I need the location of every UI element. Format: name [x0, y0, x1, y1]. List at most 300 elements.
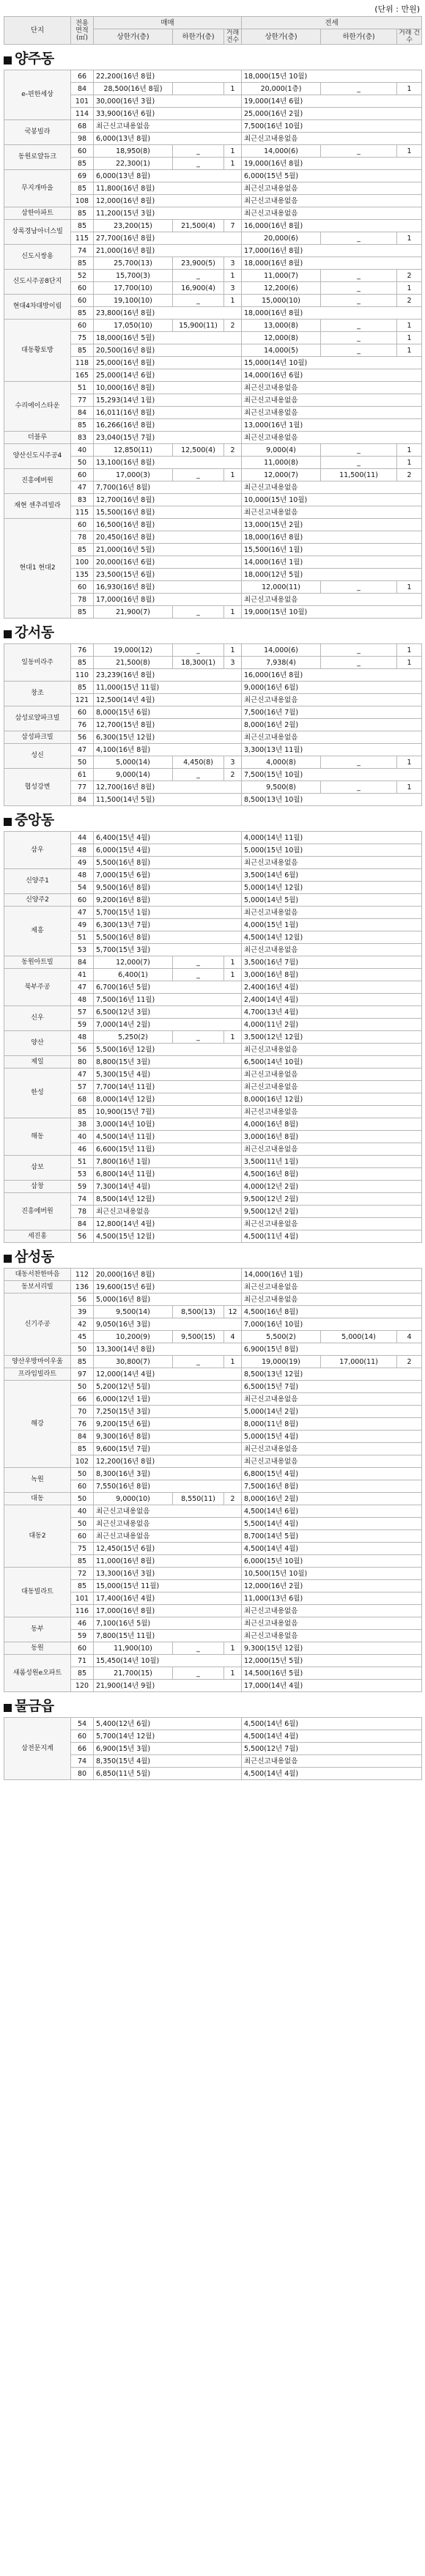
area-cell: 54 — [71, 1718, 94, 1730]
sale-count-cell: 1 — [224, 1031, 242, 1044]
sale-upper-cell: 9,050(16년 3월) — [94, 1318, 242, 1331]
table-row — [4, 1356, 422, 1368]
sale-upper-cell: 6,000(12년 1월) — [94, 1393, 242, 1406]
sale-count-cell: 3 — [224, 756, 242, 769]
jeonse-lower-cell: _ — [321, 657, 397, 669]
complex-name: 양산 — [4, 1031, 71, 1056]
jeonse-upper-cell: 최근신고내용없음 — [242, 1443, 422, 1455]
jeonse-upper-cell: 14,500(16년 5월) — [242, 1667, 422, 1680]
jeonse-upper-cell: 최근신고내용없음 — [242, 1044, 422, 1056]
complex-name: 대동빌라트 — [4, 1568, 71, 1617]
jeonse-upper-cell: 15,000(14년 10월) — [242, 357, 422, 369]
section-title: 중앙동 — [15, 812, 54, 828]
sale-upper-cell: 6,500(12년 3월) — [94, 1006, 242, 1019]
jeonse-upper-cell: 12,000(15년 5월) — [242, 1655, 422, 1667]
sale-count-cell: 1 — [224, 1667, 242, 1680]
sale-lower-cell: 15,900(11) — [173, 320, 224, 332]
complex-name: 신기주공 — [4, 1293, 71, 1356]
jeonse-upper-cell: 25,000(16년 2월) — [242, 108, 422, 120]
area-cell: 100 — [71, 556, 94, 569]
sale-upper-cell: 5,400(12년 6월) — [94, 1718, 242, 1730]
area-cell: 51 — [71, 382, 94, 394]
sale-upper-cell: 6,000(13년 8월) — [94, 170, 242, 182]
jeonse-upper-cell: 8,500(13년 12월) — [242, 1368, 422, 1381]
square-bullet-icon — [4, 630, 12, 638]
area-cell: 49 — [71, 919, 94, 931]
sale-count-cell: 1 — [224, 83, 242, 95]
sale-count-cell: 2 — [224, 444, 242, 457]
price-table — [4, 831, 422, 1243]
area-cell: 77 — [71, 394, 94, 407]
sale-count-cell: 3 — [224, 257, 242, 270]
table-row — [4, 469, 422, 481]
sale-upper-cell: 11,500(14년 5월) — [94, 794, 242, 806]
jeonse-upper-cell: 16,000(16년 8월) — [242, 669, 422, 682]
sale-upper-cell: 28,500(16년 8월) — [94, 83, 173, 95]
sale-upper-cell: 6,300(15년 12월) — [94, 731, 242, 744]
area-cell: 85 — [71, 257, 94, 270]
area-cell: 50 — [71, 756, 94, 769]
jeonse-lower-cell: _ — [321, 444, 397, 457]
area-cell: 57 — [71, 1006, 94, 1019]
sale-upper-cell: 17,000(16년 8월) — [94, 1605, 242, 1617]
jeonse-upper-cell: 9,300(15년 12월) — [242, 1642, 422, 1655]
jeonse-upper-cell: 17,000(14년 4월) — [242, 1680, 422, 1692]
complex-name: 동원로얄듀크 — [4, 145, 71, 170]
jeonse-upper-cell: 4,700(13년 4월) — [242, 1006, 422, 1019]
jeonse-count-cell: 1 — [397, 332, 422, 344]
table-row — [4, 682, 422, 694]
area-cell: 50 — [71, 1468, 94, 1480]
jeonse-count-cell: 2 — [397, 270, 422, 282]
area-cell: 60 — [71, 1530, 94, 1543]
area-cell: 77 — [71, 781, 94, 794]
sale-lower-cell: _ — [173, 270, 224, 282]
area-cell: 72 — [71, 1568, 94, 1580]
jeonse-upper-cell: 4,500(14년 4월) — [242, 1730, 422, 1743]
sale-upper-cell: 12,700(15년 8월) — [94, 719, 242, 731]
sale-upper-cell: 최근신고내용없음 — [94, 1206, 242, 1218]
jeonse-upper-cell: 18,000(16년 8월) — [242, 307, 422, 320]
sale-upper-cell: 6,000(15년 4월) — [94, 844, 242, 857]
area-cell: 47 — [71, 907, 94, 919]
complex-name: 신도시쌍용 — [4, 245, 71, 270]
sale-upper-cell: 5,000(16년 8월) — [94, 1293, 242, 1306]
table-row — [4, 444, 422, 457]
sale-lower-cell: _ — [173, 956, 224, 969]
sale-upper-cell: 6,600(15년 11월) — [94, 1143, 242, 1156]
area-cell: 101 — [71, 1593, 94, 1605]
area-cell: 40 — [71, 1131, 94, 1143]
section-header — [4, 1243, 421, 1268]
sale-lower-cell: 8,550(11) — [173, 1493, 224, 1505]
sale-upper-cell: 20,000(16년 6월) — [94, 556, 242, 569]
jeonse-upper-cell: 4,500(14년 6월) — [242, 1718, 422, 1730]
area-cell: 50 — [71, 1381, 94, 1393]
sale-upper-cell: 20,450(16년 8월) — [94, 531, 242, 544]
area-cell: 85 — [71, 682, 94, 694]
jeonse-upper-cell: 14,000(16년 6월) — [242, 369, 422, 382]
area-cell: 84 — [71, 794, 94, 806]
jeonse-upper-cell: 6,500(14년 10월) — [242, 1056, 422, 1069]
jeonse-lower-cell: 5,000(14) — [321, 1331, 397, 1343]
area-cell: 60 — [71, 1730, 94, 1743]
complex-name: 삼한아파트 — [4, 207, 71, 220]
area-cell: 59 — [71, 1019, 94, 1031]
jeonse-upper-cell: 8,000(11년 8월) — [242, 1418, 422, 1431]
area-cell: 49 — [71, 857, 94, 869]
sale-upper-cell: 18,000(16년 5월) — [94, 332, 242, 344]
jeonse-upper-cell: 8,000(16년 2월) — [242, 1493, 422, 1505]
area-cell: 85 — [71, 657, 94, 669]
area-cell: 98 — [71, 133, 94, 145]
sale-upper-cell: 10,200(9) — [94, 1331, 173, 1343]
jeonse-upper-cell: 14,000(6) — [242, 145, 321, 158]
area-cell: 115 — [71, 232, 94, 245]
jeonse-upper-cell: 9,000(4) — [242, 444, 321, 457]
jeonse-upper-cell: 최근신고내용없음 — [242, 182, 422, 195]
sale-upper-cell: 25,000(14년 6월) — [94, 369, 242, 382]
table-row — [4, 1568, 422, 1580]
sale-upper-cell: 8,300(16년 3월) — [94, 1468, 242, 1480]
area-cell: 50 — [71, 1518, 94, 1530]
section-title: 삼성동 — [15, 1249, 54, 1265]
sale-upper-cell: 8,800(15년 3월) — [94, 1056, 242, 1069]
sale-upper-cell: 7,500(16년 11월) — [94, 994, 242, 1006]
sale-upper-cell: 3,000(14년 10월) — [94, 1118, 242, 1131]
area-cell: 60 — [71, 469, 94, 481]
jeonse-count-cell: 1 — [397, 320, 422, 332]
sale-upper-cell: 12,000(14년 4월) — [94, 1368, 242, 1381]
complex-name: 삼전문지계 — [4, 1718, 71, 1780]
table-row — [4, 519, 422, 531]
jeonse-count-cell: 1 — [397, 282, 422, 295]
area-cell: 116 — [71, 1605, 94, 1617]
complex-name: 신우 — [4, 1006, 71, 1031]
table-row — [4, 1156, 422, 1168]
sale-upper-cell: 11,000(16년 8월) — [94, 1555, 242, 1568]
table-row — [4, 1642, 422, 1655]
area-cell: 80 — [71, 1056, 94, 1069]
area-cell: 74 — [71, 245, 94, 257]
area-cell: 48 — [71, 1031, 94, 1044]
area-cell: 85 — [71, 606, 94, 619]
sale-upper-cell: 12,200(16년 8월) — [94, 1455, 242, 1468]
jeonse-upper-cell: 7,500(15년 10월) — [242, 769, 422, 781]
area-cell: 40 — [71, 444, 94, 457]
area-cell: 84 — [71, 1218, 94, 1230]
jeonse-upper-cell: 4,000(8) — [242, 756, 321, 769]
sale-lower-cell: 16,900(4) — [173, 282, 224, 295]
jeonse-lower-cell: _ — [321, 270, 397, 282]
table-row — [4, 1493, 422, 1505]
area-cell: 85 — [71, 1356, 94, 1368]
table-row — [4, 869, 422, 882]
sale-upper-cell: 17,000(16년 8월) — [94, 594, 242, 606]
complex-name: 삼우 — [4, 832, 71, 869]
area-cell: 56 — [71, 1293, 94, 1306]
jeonse-upper-cell: 6,900(15년 8월) — [242, 1343, 422, 1356]
sale-upper-cell: 22,300(1) — [94, 158, 173, 170]
complex-name: 북부주공 — [4, 969, 71, 1006]
jeonse-upper-cell: 최근신고내용없음 — [242, 1069, 422, 1081]
sale-lower-cell: _ — [173, 1667, 224, 1680]
complex-name: 삼성파크빌 — [4, 731, 71, 744]
sale-upper-cell: 23,040(15년 7월) — [94, 432, 242, 444]
complex-name: 동원 — [4, 1642, 71, 1655]
sale-upper-cell: 9,000(10) — [94, 1493, 173, 1505]
area-cell: 47 — [71, 981, 94, 994]
jeonse-lower-cell: _ — [321, 756, 397, 769]
area-cell: 60 — [71, 706, 94, 719]
price-table — [4, 643, 422, 806]
complex-name: 동보서리빌 — [4, 1281, 71, 1293]
area-cell: 75 — [71, 1543, 94, 1555]
jeonse-upper-cell: 3,500(14년 6월) — [242, 869, 422, 882]
table-row — [4, 956, 422, 969]
sale-count-cell: 1 — [224, 469, 242, 481]
sale-upper-cell: 21,900(7) — [94, 606, 173, 619]
sale-lower-cell: _ — [173, 158, 224, 170]
jeonse-lower-cell: _ — [321, 781, 397, 794]
sale-count-cell: 1 — [224, 158, 242, 170]
area-cell: 59 — [71, 1181, 94, 1193]
sale-upper-cell: 9,200(16년 8월) — [94, 894, 242, 907]
area-cell: 112 — [71, 1269, 94, 1281]
sale-upper-cell: 5,250(2) — [94, 1031, 173, 1044]
sale-count-cell: 1 — [224, 956, 242, 969]
sale-upper-cell: 5,500(16년 8월) — [94, 857, 242, 869]
sale-upper-cell: 5,700(15년 3월) — [94, 944, 242, 956]
table-row — [4, 145, 422, 158]
sale-upper-cell: 23,200(15) — [94, 220, 173, 232]
table-row — [4, 1006, 422, 1019]
table-row — [4, 1193, 422, 1206]
sale-upper-cell: 7,100(16년 5월) — [94, 1617, 242, 1630]
area-cell: 85 — [71, 419, 94, 432]
complex-name: 제일 — [4, 1056, 71, 1069]
sale-upper-cell: 27,700(16년 8월) — [94, 232, 242, 245]
sale-upper-cell: 7,550(16년 8월) — [94, 1480, 242, 1493]
sale-upper-cell: 6,850(11년 5월) — [94, 1768, 242, 1780]
jeonse-upper-cell: 최근신고내용없음 — [242, 382, 422, 394]
area-cell: 101 — [71, 95, 94, 108]
sale-upper-cell: 13,300(16년 3월) — [94, 1568, 242, 1580]
jeonse-upper-cell: 최근신고내용없음 — [242, 1281, 422, 1293]
area-cell: 61 — [71, 769, 94, 781]
jeonse-upper-cell: 4,500(11년 4월) — [242, 1230, 422, 1243]
jeonse-lower-cell: _ — [321, 232, 397, 245]
sale-upper-cell: 최근신고내용없음 — [94, 1530, 242, 1543]
sale-upper-cell: 7,800(15년 11월) — [94, 1630, 242, 1642]
jeonse-upper-cell: 11,000(8) — [242, 457, 321, 469]
area-cell: 48 — [71, 869, 94, 882]
sale-upper-cell: 25,700(13) — [94, 257, 173, 270]
jeonse-upper-cell: 8,000(16년 2월) — [242, 719, 422, 731]
complex-name: 재현 센추리빌라 — [4, 494, 71, 519]
area-cell: 60 — [71, 1480, 94, 1493]
area-cell: 66 — [71, 70, 94, 83]
area-cell: 115 — [71, 506, 94, 519]
area-cell: 84 — [71, 407, 94, 419]
table-row — [4, 120, 422, 133]
sale-upper-cell: 5,300(15년 4월) — [94, 1069, 242, 1081]
jeonse-lower-cell: _ — [321, 644, 397, 657]
complex-name: 신양주2 — [4, 894, 71, 907]
area-cell: 85 — [71, 1580, 94, 1593]
complex-name: 더블루 — [4, 432, 71, 444]
area-cell: 83 — [71, 494, 94, 506]
jeonse-lower-cell: _ — [321, 344, 397, 357]
jeonse-upper-cell: 18,000(16년 8월) — [242, 531, 422, 544]
area-cell: 102 — [71, 1455, 94, 1468]
area-cell: 110 — [71, 669, 94, 682]
jeonse-upper-cell: 19,000(16년 8월) — [242, 158, 422, 170]
sale-upper-cell: 최근신고내용없음 — [94, 1505, 242, 1518]
sale-upper-cell: 13,300(14년 8월) — [94, 1343, 242, 1356]
jeonse-count-cell: 2 — [397, 1356, 422, 1368]
sale-upper-cell: 20,000(16년 8월) — [94, 1269, 242, 1281]
complex-name: 진흥에버원 — [4, 1193, 71, 1230]
col-jeonse-count: 거래 건수 — [397, 29, 422, 45]
sale-count-cell: 1 — [224, 1642, 242, 1655]
area-cell: 84 — [71, 1431, 94, 1443]
sale-lower-cell: 9,500(15) — [173, 1331, 224, 1343]
jeonse-upper-cell: 최근신고내용없음 — [242, 594, 422, 606]
price-table — [4, 1268, 422, 1692]
area-cell: 56 — [71, 1044, 94, 1056]
sections-container — [4, 45, 421, 1780]
sale-upper-cell: 8,500(14년 12월) — [94, 1193, 242, 1206]
jeonse-upper-cell: 14,000(6) — [242, 644, 321, 657]
jeonse-upper-cell: 최근신고내용없음 — [242, 1218, 422, 1230]
sale-count-cell: 12 — [224, 1306, 242, 1318]
jeonse-upper-cell: 최근신고내용없음 — [242, 1106, 422, 1118]
area-cell: 68 — [71, 120, 94, 133]
area-cell: 50 — [71, 1343, 94, 1356]
sale-upper-cell: 4,500(15년 12월) — [94, 1230, 242, 1243]
jeonse-upper-cell: 11,000(7) — [242, 270, 321, 282]
sale-upper-cell: 11,900(10) — [94, 1642, 173, 1655]
col-sale-count: 거래 건수 — [224, 29, 242, 45]
jeonse-upper-cell: 18,000(15년 10월) — [242, 70, 422, 83]
jeonse-count-cell: 2 — [397, 295, 422, 307]
jeonse-upper-cell: 7,500(16년 8월) — [242, 1480, 422, 1493]
jeonse-upper-cell: 18,000(12년 5월) — [242, 569, 422, 581]
jeonse-upper-cell: 13,000(15년 2월) — [242, 519, 422, 531]
complex-name: 대동2 — [4, 1505, 71, 1568]
sale-upper-cell: 6,000(13년 8월) — [94, 133, 242, 145]
sale-upper-cell: 12,850(11) — [94, 444, 173, 457]
sale-upper-cell: 7,250(15년 3월) — [94, 1406, 242, 1418]
area-cell: 47 — [71, 744, 94, 756]
area-cell: 85 — [71, 544, 94, 556]
area-cell: 38 — [71, 1118, 94, 1131]
sale-upper-cell: 6,400(15년 4월) — [94, 832, 242, 844]
area-cell: 76 — [71, 1418, 94, 1431]
jeonse-upper-cell: 최근신고내용없음 — [242, 1755, 422, 1768]
section-title: 양주동 — [15, 51, 54, 67]
area-cell: 78 — [71, 1206, 94, 1218]
jeonse-upper-cell: 4,500(14년 12월) — [242, 931, 422, 944]
col-area: 전용 면적 (㎡) — [71, 17, 94, 45]
jeonse-upper-cell: 5,500(2) — [242, 1331, 321, 1343]
jeonse-lower-cell: 11,500(11) — [321, 469, 397, 481]
sale-upper-cell: 12,700(16년 8월) — [94, 494, 242, 506]
jeonse-upper-cell: 3,300(13년 11월) — [242, 744, 422, 756]
complex-name: 대동서찬한마음 — [4, 1269, 71, 1281]
complex-name: 동부 — [4, 1617, 71, 1642]
sale-upper-cell: 17,400(16년 4월) — [94, 1593, 242, 1605]
area-cell: 83 — [71, 432, 94, 444]
sale-upper-cell: 15,700(3) — [94, 270, 173, 282]
sale-count-cell: 2 — [224, 1493, 242, 1505]
table-row — [4, 494, 422, 506]
area-cell: 84 — [71, 956, 94, 969]
sale-upper-cell: 12,800(14년 4월) — [94, 1218, 242, 1230]
sale-upper-cell: 4,100(16년 8월) — [94, 744, 242, 756]
jeonse-upper-cell: 최근신고내용없음 — [242, 195, 422, 207]
complex-name: 신도시주공8단지 — [4, 270, 71, 295]
table-row — [4, 731, 422, 744]
jeonse-upper-cell: 3,500(12년 12월) — [242, 1031, 422, 1044]
table-row — [4, 769, 422, 781]
complex-name: 프라임빌라트 — [4, 1368, 71, 1381]
jeonse-count-cell: 1 — [397, 457, 422, 469]
table-row — [4, 1281, 422, 1293]
sale-upper-cell: 6,700(16년 5월) — [94, 981, 242, 994]
section-title: 강서동 — [15, 624, 54, 641]
table-row — [4, 894, 422, 907]
jeonse-upper-cell: 4,500(16년 8월) — [242, 1306, 422, 1318]
area-cell: 46 — [71, 1143, 94, 1156]
sale-upper-cell: 19,100(10) — [94, 295, 173, 307]
jeonse-upper-cell: 12,000(11) — [242, 581, 321, 594]
jeonse-upper-cell: 4,000(14년 11월) — [242, 832, 422, 844]
jeonse-upper-cell: 13,000(8) — [242, 320, 321, 332]
sale-upper-cell: 21,900(14년 9월) — [94, 1680, 242, 1692]
sale-upper-cell: 9,600(15년 7월) — [94, 1443, 242, 1455]
jeonse-lower-cell: _ — [321, 295, 397, 307]
square-bullet-icon — [4, 818, 12, 826]
area-cell: 66 — [71, 1743, 94, 1755]
sale-lower-cell: _ — [173, 1356, 224, 1368]
area-cell: 76 — [71, 644, 94, 657]
jeonse-upper-cell: 5,000(15년 4월) — [242, 1431, 422, 1443]
sale-count-cell: 2 — [224, 320, 242, 332]
jeonse-upper-cell: 4,000(12년 2월) — [242, 1181, 422, 1193]
sale-upper-cell: 15,450(14년 10월) — [94, 1655, 242, 1667]
jeonse-upper-cell: 9,000(16년 6월) — [242, 682, 422, 694]
sale-upper-cell: 12,450(15년 6월) — [94, 1543, 242, 1555]
complex-name: 현대4차대방이림 — [4, 295, 71, 320]
jeonse-upper-cell: 최근신고내용없음 — [242, 394, 422, 407]
area-cell: 85 — [71, 1667, 94, 1680]
area-cell: 57 — [71, 1081, 94, 1093]
col-sale-lower: 하한가(층) — [173, 29, 224, 45]
jeonse-upper-cell: 최근신고내용없음 — [242, 907, 422, 919]
jeonse-upper-cell: 6,000(15년 10월) — [242, 1555, 422, 1568]
jeonse-upper-cell: 최근신고내용없음 — [242, 1143, 422, 1156]
area-cell: 60 — [71, 894, 94, 907]
sale-lower-cell: 23,900(5) — [173, 257, 224, 270]
complex-name: 대동황토방 — [4, 320, 71, 382]
jeonse-count-cell: 1 — [397, 581, 422, 594]
jeonse-count-cell: 1 — [397, 232, 422, 245]
jeonse-upper-cell: 최근신고내용없음 — [242, 432, 422, 444]
unit-note: (단위 : 만원) — [374, 4, 420, 14]
table-row — [4, 1617, 422, 1630]
